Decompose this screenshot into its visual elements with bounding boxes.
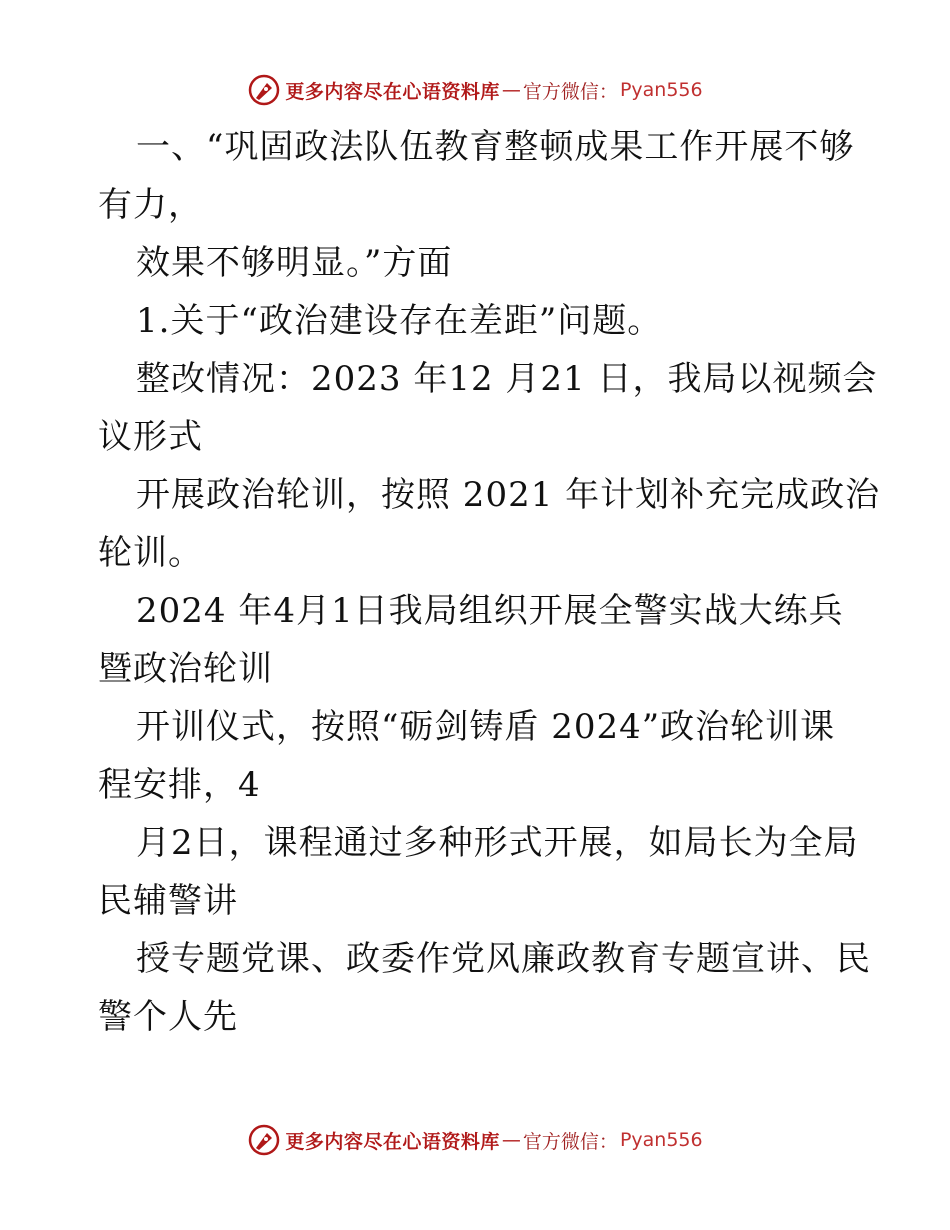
text-line: 月2日，课程通过多种形式开展，如局长为全局 [136, 823, 859, 863]
watermark-dash: — [501, 79, 521, 101]
document-body [98, 118, 881, 1046]
watermark-dash: — [501, 1129, 521, 1151]
watermark-wechat-id: Pyan556 [619, 1129, 703, 1151]
text-line: 民辅警讲 [98, 881, 238, 921]
watermark-wechat-id: Pyan556 [619, 79, 703, 101]
text-line: 2024 年4月1日我局组织开展全警实战大练兵 [136, 591, 844, 631]
text-line: 授专题党课、政委作党风廉政教育专题宣讲、民 [136, 939, 871, 979]
text-line: 开展政治轮训，按照 2021 年计划补充完成政治 [136, 475, 881, 515]
footer-watermark [0, 1120, 950, 1160]
watermark-contact-label: 官方微信： [522, 1130, 618, 1153]
text-line: 议形式 [98, 417, 203, 457]
text-line: 效果不够明显。”方面 [136, 243, 453, 283]
text-line: 一、“巩固政法队伍教育整顿成果工作开展不够 [136, 127, 855, 167]
watermark-site-name: 更多内容尽在心语资料库 [285, 1130, 500, 1153]
text-line: 暨政治轮训 [98, 649, 273, 689]
watermark-site-name: 更多内容尽在心语资料库 [285, 80, 500, 103]
text-line: 整改情况：2023 年12 月21 日，我局以视频会 [136, 359, 878, 399]
text-line: 开训仪式，按照“砺剑铸盾 2024”政治轮训课 [136, 707, 836, 747]
watermark-contact-label: 官方微信： [522, 80, 618, 103]
text-line: 警个人先 [98, 997, 238, 1037]
pen-nib-logo-icon [247, 73, 281, 107]
text-line: 有力， [98, 185, 203, 225]
text-line: 轮训。 [98, 533, 203, 573]
pen-nib-logo-icon [247, 1123, 281, 1157]
text-line: 1.关于“政治建设存在差距”问题。 [136, 301, 663, 341]
text-line: 程安排，4 [98, 765, 261, 805]
header-watermark [0, 70, 950, 110]
